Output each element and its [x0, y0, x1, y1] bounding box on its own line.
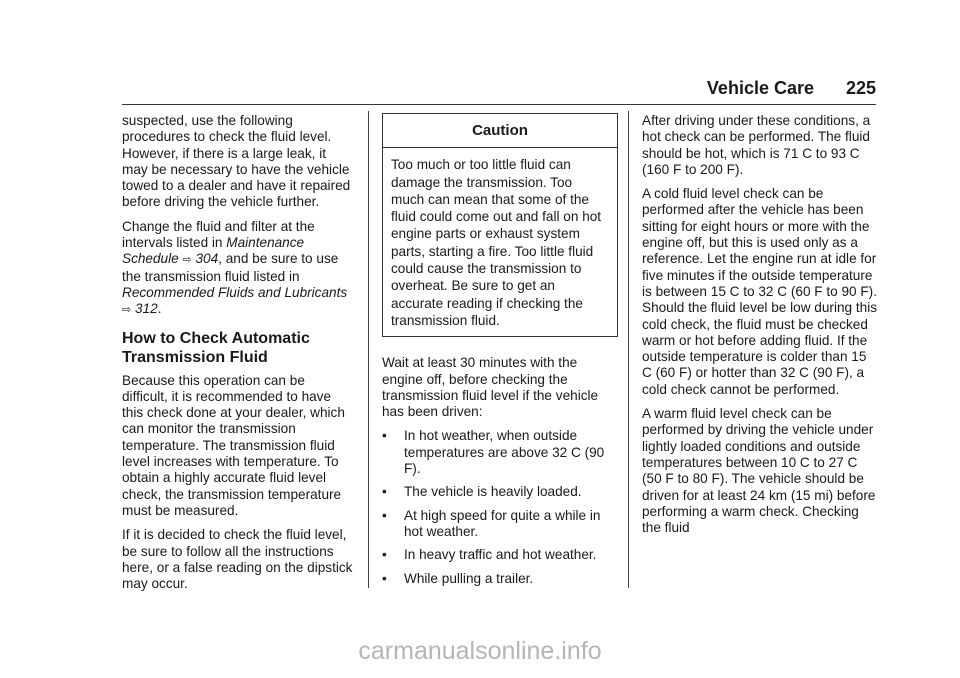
paragraph: Wait at least 30 minutes with the engine off, before checking the transmission fluid level if the vehicle has been driven:	[382, 355, 599, 420]
bullet-icon: •	[382, 484, 387, 500]
link-recommended-fluids[interactable]	[122, 285, 347, 316]
paragraph-text: , and be sure to use the transmission fluid listed in	[122, 251, 339, 284]
page-number: 225	[845, 78, 876, 98]
bullet-icon: •	[382, 507, 387, 523]
column-3	[642, 113, 878, 544]
list-item	[382, 508, 618, 541]
caution-title: Caution	[383, 114, 617, 148]
page-ref-icon: ⇨	[122, 304, 132, 317]
list-item	[382, 484, 618, 500]
watermark: carmanualsonline.info	[358, 637, 602, 665]
paragraph-text: Change the fluid and filter at the intervals listed in	[122, 218, 315, 251]
list-item	[382, 428, 618, 477]
paragraph: A warm fluid level check can be performed by driving the vehicle under lightly loaded conditions and outside temperatures between 10 C to 27 C (50 F to 80 F). The vehicle should be driven for at least 24 km (15 mi) before performing a warm check. Checking the fluid	[642, 406, 876, 536]
list-item-text: At high speed for quite a while in hot weather.	[404, 507, 601, 539]
column-divider	[368, 111, 369, 588]
paragraph: Because this operation can be difficult, it is recommended to have this check done at your dealer, which can monitor the transmission temperature. The transmission fluid level increases with temperature. To obtain a highly accurate fluid level check, the transmission temperature must be measured.	[122, 372, 345, 518]
condition-list	[382, 428, 618, 586]
bullet-icon: •	[382, 428, 387, 444]
paragraph: After driving under these conditions, a hot check can be performed. The fluid should be hot, which is 71 C to 93 C (160 F to 200 F).	[642, 113, 871, 177]
page-ref-icon: ⇨	[182, 254, 192, 267]
list-item-text: In hot weather, when outside temperatures are above 32 C (90 F).	[404, 428, 605, 477]
link-text: Recommended Fluids and Lubricants	[122, 284, 348, 300]
paragraph-with-references	[122, 219, 354, 319]
page-header	[122, 78, 876, 106]
section-title: Vehicle Care	[706, 78, 814, 98]
link-text: Maintenance Schedule	[122, 235, 305, 267]
column-2	[382, 113, 618, 594]
list-item-text: The vehicle is heavily loaded.	[404, 484, 582, 500]
link-page: 312	[135, 301, 158, 317]
header-divider	[122, 104, 876, 105]
bullet-icon: •	[382, 570, 387, 586]
caution-box	[382, 113, 618, 337]
caution-text: Too much or too little fluid can damage the transmission. Too much can mean that some of the fluid could come out and fall on hot engine parts or exhaust system parts, starting a fire. Too little fluid could cause the transmission to overheat. Be sure to get an accurate reading if checking the transmission fluid.	[391, 157, 602, 328]
list-item-text: While pulling a trailer.	[404, 570, 534, 586]
paragraph: A cold fluid level check can be performed after the vehicle has been sitting for eight hours or more with the engine off, but this is used only as a reference. Let the engine run at idle for five minutes if the outside temperature is between 15 C to 32 C (60 F to 90 F). Should the fluid level be low during this cold check, the fluid must be checked warm or hot before adding fluid. If the outside temperature is colder than 15 C (60 F) or hotter than 32 C (90 F), a cold check cannot be performed.	[642, 186, 878, 397]
list-item	[382, 571, 618, 587]
column-divider	[628, 111, 629, 588]
list-item-text: In heavy traffic and hot weather.	[404, 547, 597, 563]
paragraph: If it is decided to check the fluid level, be sure to follow all the instructions here, or a false reading on the dipstick may occur.	[122, 527, 353, 592]
paragraph-text: .	[157, 301, 162, 317]
paragraph: suspected, use the following procedures to check the fluid level. However, if there is a large leak, it may be necessary to have the vehicle towed to a dealer and have it repaired before driving the vehicle further.	[122, 113, 351, 210]
list-item	[382, 547, 618, 563]
section-heading: How to Check Automatic Transmission Fluid	[122, 329, 310, 366]
bullet-icon: •	[382, 547, 387, 563]
link-page: 304	[195, 251, 219, 267]
column-1	[122, 113, 354, 600]
